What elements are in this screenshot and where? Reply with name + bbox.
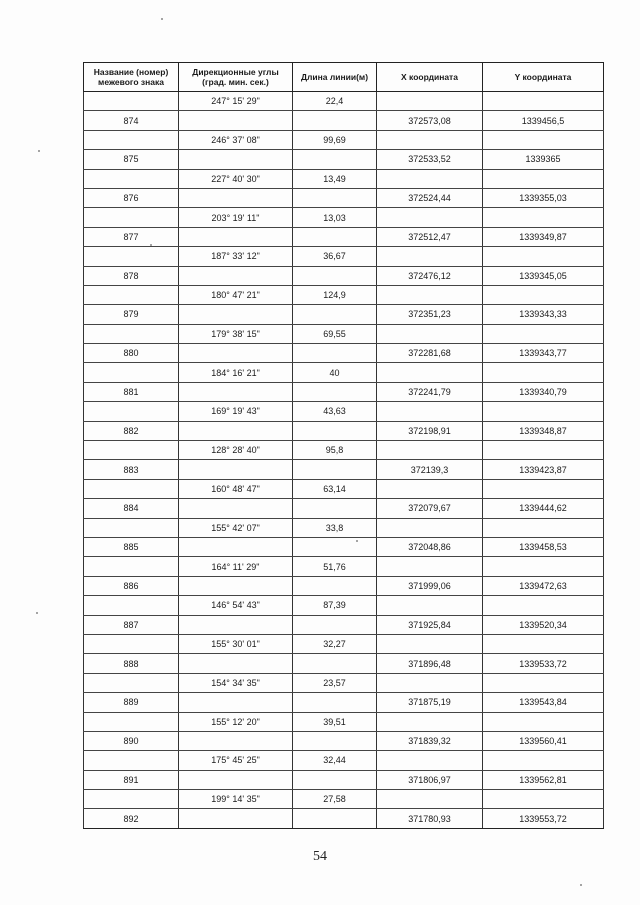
cell-marker-name: 891 — [84, 770, 179, 789]
marker-row — [84, 615, 604, 634]
marker-row — [84, 537, 604, 556]
cell-bearing: 180° 47' 21" — [179, 285, 293, 304]
scan-speck — [36, 612, 38, 614]
cell-bearing — [179, 266, 293, 285]
cell-y-coordinate: 1339355,03 — [483, 188, 604, 207]
cell-line-length — [293, 654, 377, 673]
cell-y-coordinate — [483, 130, 604, 149]
cell-bearing: 146° 54' 43" — [179, 596, 293, 615]
cell-x-coordinate: 372524,44 — [377, 188, 483, 207]
cell-line-length — [293, 460, 377, 479]
cell-bearing — [179, 615, 293, 634]
cell-y-coordinate: 1339560,41 — [483, 731, 604, 750]
segment-row — [84, 712, 604, 731]
cell-marker-name: 885 — [84, 537, 179, 556]
cell-x-coordinate: 371875,19 — [377, 693, 483, 712]
cell-bearing — [179, 150, 293, 169]
cell-x-coordinate — [377, 673, 483, 692]
marker-row — [84, 654, 604, 673]
cell-marker-name — [84, 596, 179, 615]
cell-marker-name — [84, 324, 179, 343]
boundary-coordinates-table — [83, 62, 604, 829]
cell-line-length: 36,67 — [293, 247, 377, 266]
cell-x-coordinate: 371999,06 — [377, 576, 483, 595]
cell-line-length: 23,57 — [293, 673, 377, 692]
cell-marker-name: 882 — [84, 421, 179, 440]
cell-line-length — [293, 266, 377, 285]
cell-line-length: 22,4 — [293, 92, 377, 111]
cell-line-length — [293, 731, 377, 750]
cell-y-coordinate — [483, 634, 604, 653]
cell-bearing: 247° 15' 29" — [179, 92, 293, 111]
cell-line-length: 32,27 — [293, 634, 377, 653]
cell-y-coordinate — [483, 363, 604, 382]
cell-x-coordinate: 372139,3 — [377, 460, 483, 479]
marker-row — [84, 227, 604, 246]
cell-y-coordinate: 1339456,5 — [483, 111, 604, 130]
cell-marker-name: 892 — [84, 809, 179, 828]
cell-bearing: 169° 19' 43" — [179, 402, 293, 421]
cell-x-coordinate: 372351,23 — [377, 305, 483, 324]
cell-line-length — [293, 537, 377, 556]
scan-speck — [38, 150, 40, 152]
segment-row — [84, 363, 604, 382]
marker-row — [84, 421, 604, 440]
cell-marker-name — [84, 363, 179, 382]
table-header-row — [84, 63, 604, 92]
cell-line-length — [293, 421, 377, 440]
cell-x-coordinate — [377, 790, 483, 809]
cell-x-coordinate — [377, 596, 483, 615]
cell-y-coordinate — [483, 208, 604, 227]
cell-marker-name: 877 — [84, 227, 179, 246]
cell-line-length — [293, 576, 377, 595]
cell-y-coordinate — [483, 169, 604, 188]
cell-marker-name — [84, 790, 179, 809]
segment-row — [84, 441, 604, 460]
cell-bearing: 227° 40' 30" — [179, 169, 293, 188]
cell-y-coordinate: 1339553,72 — [483, 809, 604, 828]
cell-marker-name: 890 — [84, 731, 179, 750]
cell-bearing: 187° 33' 12" — [179, 247, 293, 266]
cell-marker-name — [84, 441, 179, 460]
cell-x-coordinate — [377, 634, 483, 653]
marker-row — [84, 693, 604, 712]
cell-marker-name — [84, 751, 179, 770]
table-body — [84, 92, 604, 829]
cell-marker-name: 886 — [84, 576, 179, 595]
cell-y-coordinate — [483, 557, 604, 576]
cell-line-length: 124,9 — [293, 285, 377, 304]
cell-bearing: 155° 42' 07" — [179, 518, 293, 537]
marker-row — [84, 188, 604, 207]
cell-y-coordinate — [483, 712, 604, 731]
segment-row — [84, 130, 604, 149]
cell-y-coordinate: 1339562,81 — [483, 770, 604, 789]
marker-row — [84, 150, 604, 169]
cell-y-coordinate: 1339472,63 — [483, 576, 604, 595]
cell-bearing: 164° 11' 29" — [179, 557, 293, 576]
cell-line-length — [293, 305, 377, 324]
cell-line-length: 99,69 — [293, 130, 377, 149]
cell-y-coordinate: 1339533,72 — [483, 654, 604, 673]
cell-y-coordinate — [483, 673, 604, 692]
marker-row — [84, 460, 604, 479]
cell-bearing — [179, 576, 293, 595]
cell-y-coordinate — [483, 751, 604, 770]
cell-x-coordinate: 371896,48 — [377, 654, 483, 673]
segment-row — [84, 169, 604, 188]
cell-y-coordinate: 1339343,33 — [483, 305, 604, 324]
cell-y-coordinate — [483, 479, 604, 498]
segment-row — [84, 596, 604, 615]
cell-marker-name: 883 — [84, 460, 179, 479]
cell-bearing — [179, 693, 293, 712]
cell-bearing — [179, 770, 293, 789]
cell-bearing: 155° 30' 01" — [179, 634, 293, 653]
cell-x-coordinate — [377, 208, 483, 227]
cell-bearing — [179, 344, 293, 363]
cell-x-coordinate: 372241,79 — [377, 382, 483, 401]
page-number: 54 — [313, 849, 327, 864]
cell-bearing: 155° 12' 20" — [179, 712, 293, 731]
cell-marker-name: 887 — [84, 615, 179, 634]
cell-bearing: 179° 38' 15" — [179, 324, 293, 343]
marker-row — [84, 576, 604, 595]
marker-row — [84, 305, 604, 324]
cell-x-coordinate — [377, 169, 483, 188]
cell-marker-name — [84, 712, 179, 731]
cell-marker-name — [84, 402, 179, 421]
cell-line-length: 43,63 — [293, 402, 377, 421]
segment-row — [84, 324, 604, 343]
marker-row — [84, 770, 604, 789]
cell-line-length — [293, 499, 377, 518]
cell-bearing: 199° 14' 35" — [179, 790, 293, 809]
cell-marker-name — [84, 673, 179, 692]
cell-bearing — [179, 305, 293, 324]
cell-line-length — [293, 188, 377, 207]
cell-y-coordinate: 1339345,05 — [483, 266, 604, 285]
cell-bearing: 184° 16' 21" — [179, 363, 293, 382]
cell-marker-name — [84, 634, 179, 653]
segment-row — [84, 208, 604, 227]
cell-bearing: 203° 19' 11" — [179, 208, 293, 227]
cell-marker-name: 880 — [84, 344, 179, 363]
cell-line-length: 33,8 — [293, 518, 377, 537]
cell-marker-name: 884 — [84, 499, 179, 518]
cell-bearing — [179, 111, 293, 130]
cell-bearing — [179, 227, 293, 246]
cell-marker-name: 874 — [84, 111, 179, 130]
cell-line-length: 27,58 — [293, 790, 377, 809]
cell-marker-name — [84, 479, 179, 498]
scan-speck — [356, 540, 358, 542]
cell-marker-name: 878 — [84, 266, 179, 285]
cell-y-coordinate — [483, 441, 604, 460]
cell-y-coordinate: 1339543,84 — [483, 693, 604, 712]
segment-row — [84, 790, 604, 809]
header-y-coordinate: Y координата — [483, 63, 604, 92]
cell-marker-name: 889 — [84, 693, 179, 712]
cell-bearing: 160° 48' 47" — [179, 479, 293, 498]
cell-marker-name — [84, 247, 179, 266]
cell-line-length — [293, 344, 377, 363]
cell-line-length: 13,03 — [293, 208, 377, 227]
cell-x-coordinate: 372281,68 — [377, 344, 483, 363]
scan-speck — [580, 884, 582, 886]
cell-x-coordinate: 371806,97 — [377, 770, 483, 789]
cell-x-coordinate — [377, 363, 483, 382]
cell-marker-name — [84, 557, 179, 576]
segment-row — [84, 92, 604, 111]
cell-x-coordinate — [377, 130, 483, 149]
scan-speck — [161, 18, 163, 20]
cell-bearing — [179, 654, 293, 673]
segment-row — [84, 402, 604, 421]
cell-bearing: 128° 28' 40" — [179, 441, 293, 460]
cell-bearing — [179, 421, 293, 440]
cell-line-length: 32,44 — [293, 751, 377, 770]
cell-x-coordinate — [377, 751, 483, 770]
cell-marker-name — [84, 92, 179, 111]
cell-marker-name — [84, 285, 179, 304]
cell-marker-name: 881 — [84, 382, 179, 401]
cell-x-coordinate: 372079,67 — [377, 499, 483, 518]
cell-y-coordinate: 1339458,53 — [483, 537, 604, 556]
cell-line-length — [293, 770, 377, 789]
cell-y-coordinate: 1339348,87 — [483, 421, 604, 440]
cell-marker-name — [84, 169, 179, 188]
cell-bearing — [179, 460, 293, 479]
cell-bearing: 154° 34' 35" — [179, 673, 293, 692]
cell-line-length — [293, 693, 377, 712]
cell-x-coordinate — [377, 247, 483, 266]
marker-row — [84, 499, 604, 518]
cell-y-coordinate — [483, 518, 604, 537]
cell-y-coordinate — [483, 285, 604, 304]
cell-y-coordinate — [483, 324, 604, 343]
marker-row — [84, 266, 604, 285]
cell-y-coordinate: 1339343,77 — [483, 344, 604, 363]
cell-x-coordinate — [377, 324, 483, 343]
cell-line-length: 87,39 — [293, 596, 377, 615]
cell-bearing — [179, 809, 293, 828]
marker-row — [84, 111, 604, 130]
cell-x-coordinate: 372048,86 — [377, 537, 483, 556]
header-line-length: Длина линии(м) — [293, 63, 377, 92]
marker-row — [84, 731, 604, 750]
cell-x-coordinate — [377, 441, 483, 460]
cell-x-coordinate — [377, 712, 483, 731]
cell-line-length: 51,76 — [293, 557, 377, 576]
cell-line-length — [293, 809, 377, 828]
cell-x-coordinate — [377, 92, 483, 111]
cell-line-length — [293, 111, 377, 130]
cell-x-coordinate — [377, 518, 483, 537]
cell-line-length — [293, 382, 377, 401]
marker-row — [84, 382, 604, 401]
cell-y-coordinate: 1339349,87 — [483, 227, 604, 246]
cell-line-length — [293, 615, 377, 634]
cell-x-coordinate: 372476,12 — [377, 266, 483, 285]
cell-bearing — [179, 382, 293, 401]
cell-x-coordinate: 372533,52 — [377, 150, 483, 169]
segment-row — [84, 285, 604, 304]
cell-marker-name — [84, 208, 179, 227]
segment-row — [84, 751, 604, 770]
cell-x-coordinate — [377, 402, 483, 421]
cell-y-coordinate — [483, 596, 604, 615]
cell-x-coordinate: 372198,91 — [377, 421, 483, 440]
segment-row — [84, 673, 604, 692]
cell-x-coordinate: 372573,08 — [377, 111, 483, 130]
cell-bearing — [179, 188, 293, 207]
cell-x-coordinate — [377, 479, 483, 498]
cell-y-coordinate: 1339340,79 — [483, 382, 604, 401]
cell-marker-name: 876 — [84, 188, 179, 207]
segment-row — [84, 557, 604, 576]
segment-row — [84, 634, 604, 653]
segment-row — [84, 518, 604, 537]
cell-line-length: 13,49 — [293, 169, 377, 188]
cell-marker-name: 888 — [84, 654, 179, 673]
cell-line-length — [293, 150, 377, 169]
segment-row — [84, 247, 604, 266]
header-x-coordinate: X координата — [377, 63, 483, 92]
segment-row — [84, 479, 604, 498]
cell-x-coordinate: 371925,84 — [377, 615, 483, 634]
cell-y-coordinate: 1339423,87 — [483, 460, 604, 479]
cell-bearing: 246° 37' 08" — [179, 130, 293, 149]
cell-x-coordinate — [377, 285, 483, 304]
marker-row — [84, 344, 604, 363]
cell-x-coordinate: 371780,93 — [377, 809, 483, 828]
cell-marker-name — [84, 518, 179, 537]
cell-marker-name: 879 — [84, 305, 179, 324]
cell-marker-name: 875 — [84, 150, 179, 169]
cell-y-coordinate — [483, 402, 604, 421]
cell-y-coordinate: 1339444,62 — [483, 499, 604, 518]
cell-y-coordinate — [483, 92, 604, 111]
cell-y-coordinate: 1339520,34 — [483, 615, 604, 634]
scan-speck — [150, 244, 152, 246]
cell-bearing — [179, 731, 293, 750]
header-bearing: Дирекционные углы (град. мин. сек.) — [179, 63, 293, 92]
cell-line-length: 69,55 — [293, 324, 377, 343]
cell-x-coordinate — [377, 557, 483, 576]
cell-x-coordinate: 371839,32 — [377, 731, 483, 750]
cell-bearing: 175° 45' 25" — [179, 751, 293, 770]
cell-bearing — [179, 537, 293, 556]
header-marker-name: Название (номер) межевого знака — [84, 63, 179, 92]
cell-x-coordinate: 372512,47 — [377, 227, 483, 246]
cell-line-length: 95,8 — [293, 441, 377, 460]
marker-row — [84, 809, 604, 828]
cell-bearing — [179, 499, 293, 518]
cell-y-coordinate: 1339365 — [483, 150, 604, 169]
cell-line-length — [293, 227, 377, 246]
cell-marker-name — [84, 130, 179, 149]
cell-line-length: 63,14 — [293, 479, 377, 498]
cell-y-coordinate — [483, 247, 604, 266]
cell-line-length: 40 — [293, 363, 377, 382]
cell-line-length: 39,51 — [293, 712, 377, 731]
cell-y-coordinate — [483, 790, 604, 809]
